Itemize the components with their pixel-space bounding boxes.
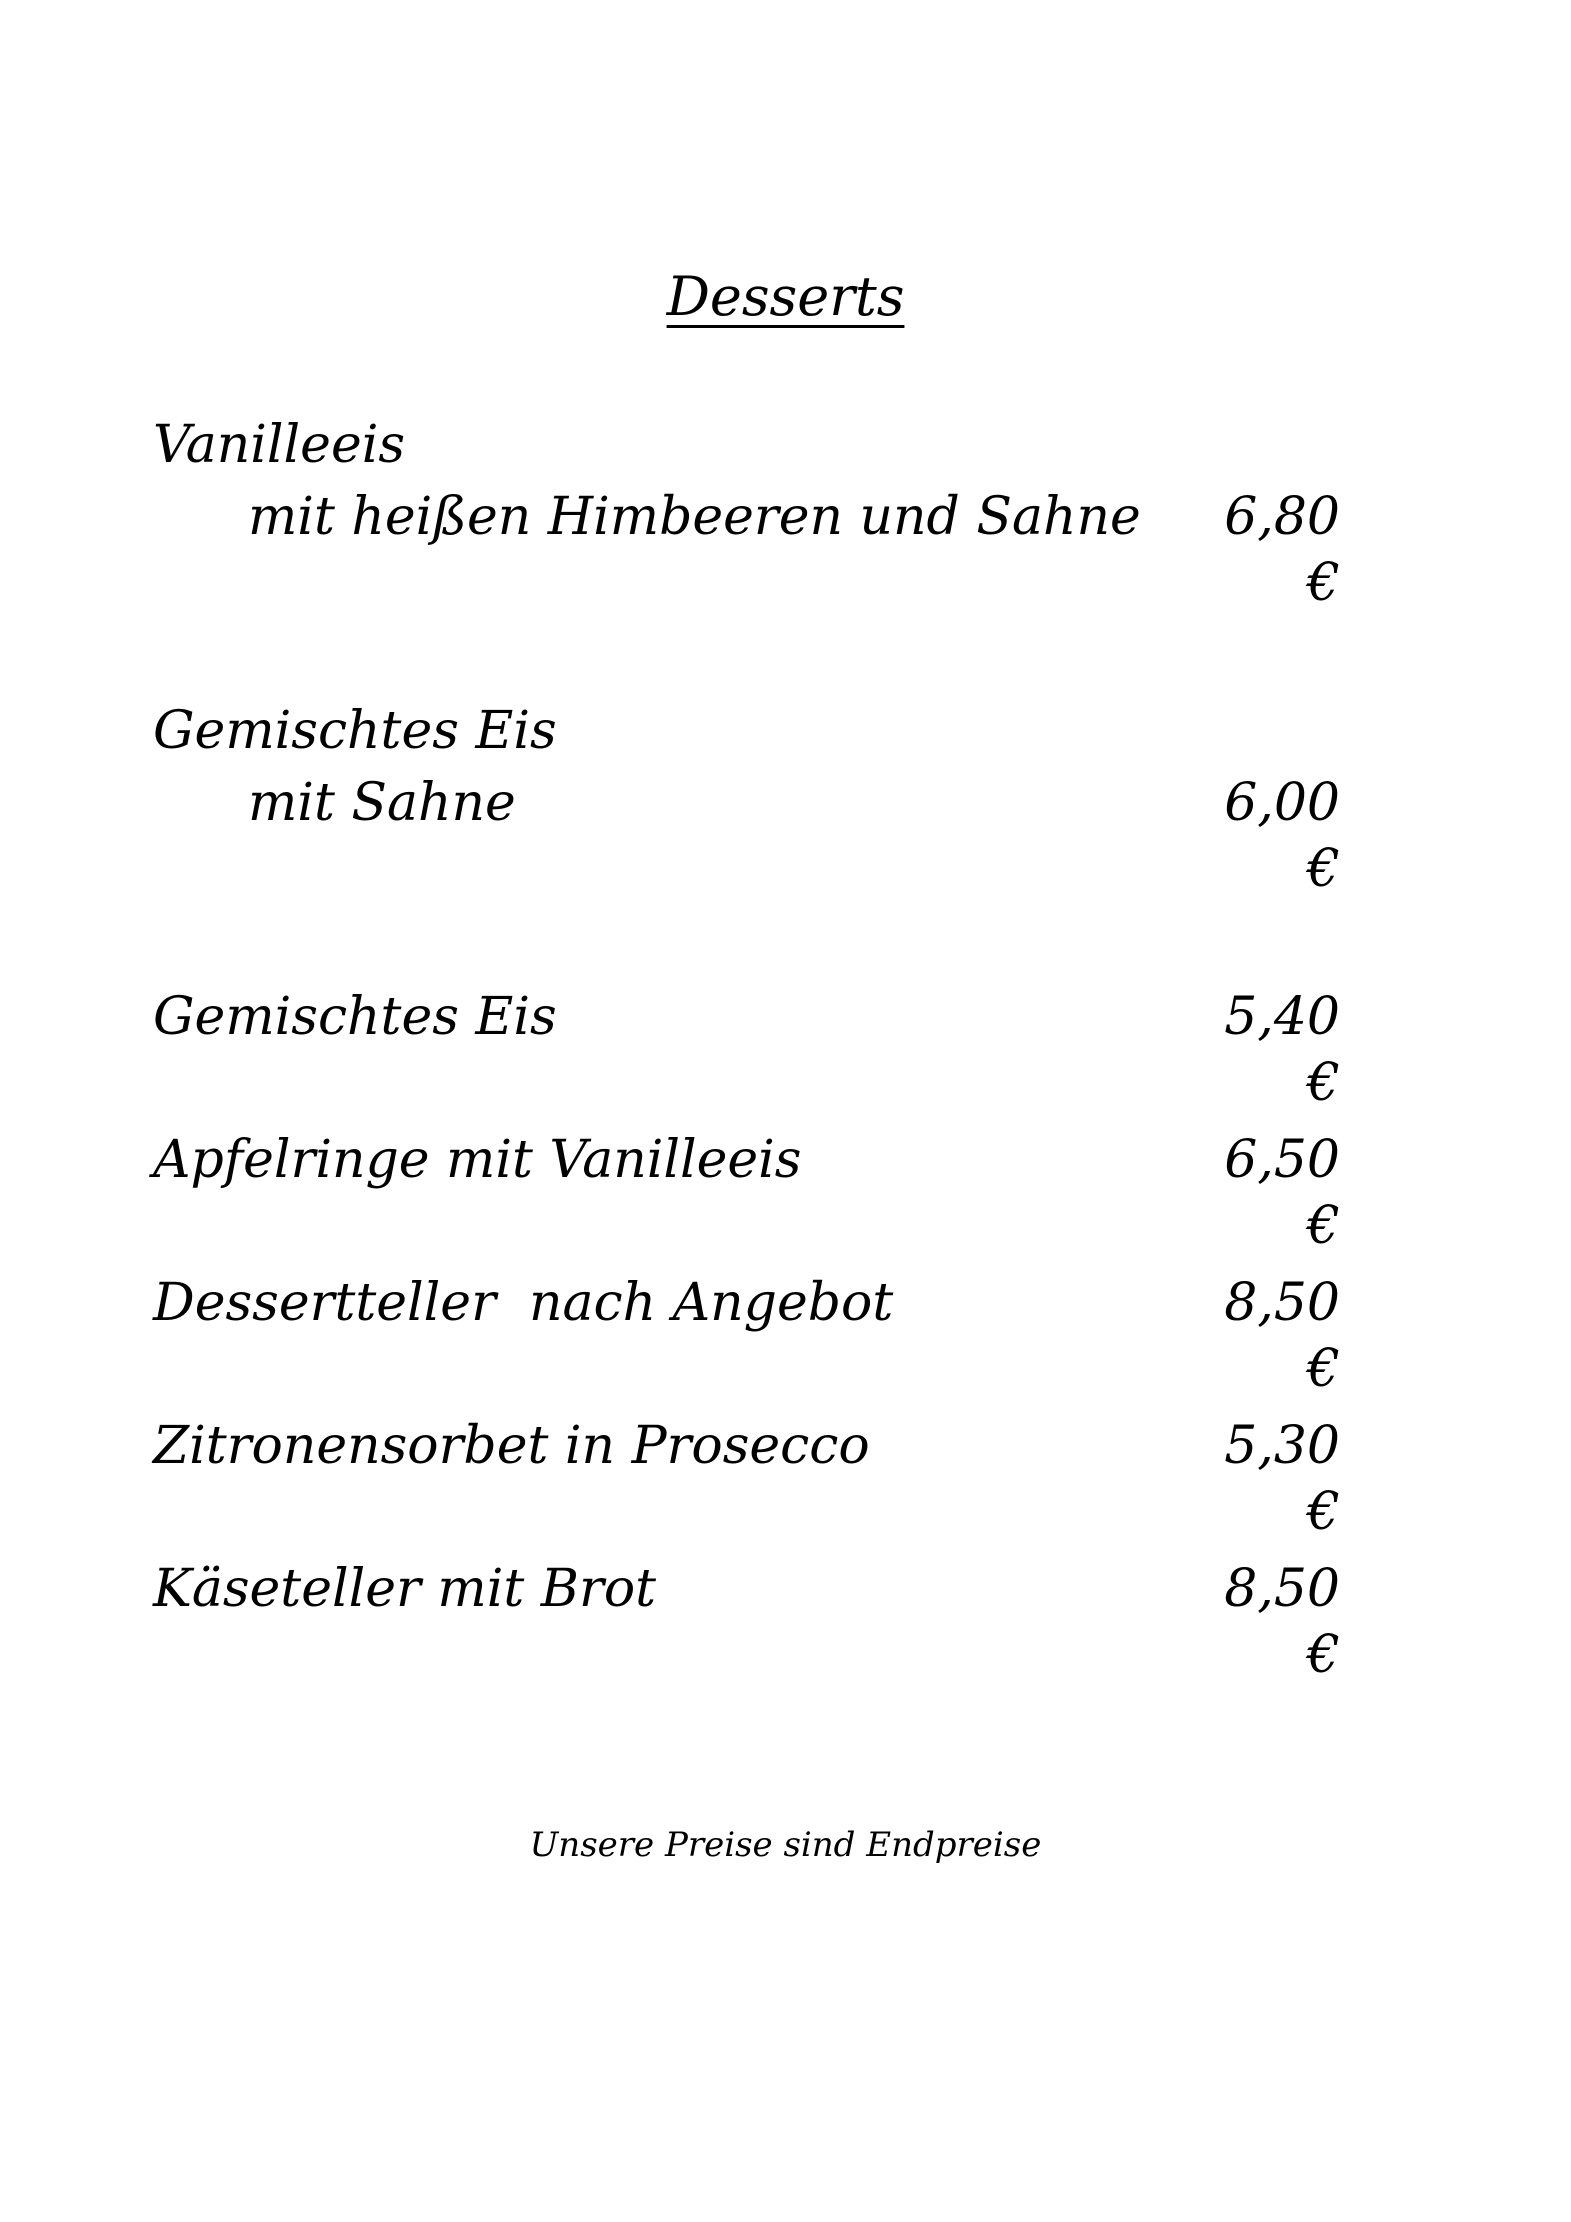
menu-item-name: Vanilleeis: [153, 415, 406, 475]
menu-item-description: mit heißen Himbeeren und Sahne: [248, 487, 1141, 547]
menu-item-name: Gemischtes Eis: [153, 701, 557, 761]
menu-item-price: 6,00 €: [1224, 773, 1340, 899]
menu-item-price: 6,50 €: [1224, 1130, 1340, 1256]
menu-item-price: 8,50 €: [1224, 1273, 1340, 1399]
menu-item-price: 8,50 €: [1224, 1559, 1340, 1685]
menu-item-price: 6,80 €: [1224, 487, 1340, 613]
menu-item-name: Dessertteller nach Angebot: [153, 1273, 894, 1333]
menu-title: [0, 262, 1571, 332]
menu-item-name: Gemischtes Eis: [153, 987, 557, 1047]
menu-item-name: Zitronensorbet in Prosecco: [153, 1416, 870, 1476]
menu-item-price: 5,30 €: [1224, 1416, 1340, 1542]
menu-item-description: mit Sahne: [248, 773, 516, 833]
price-note: Unsere Preise sind Endpreise: [529, 1825, 1042, 1865]
menu-item-price: 5,40 €: [1224, 987, 1340, 1113]
menu-title-text: Desserts: [666, 265, 905, 328]
menu-item-name: Apfelringe mit Vanilleeis: [153, 1130, 802, 1190]
menu-item-name: Käseteller mit Brot: [153, 1559, 657, 1619]
